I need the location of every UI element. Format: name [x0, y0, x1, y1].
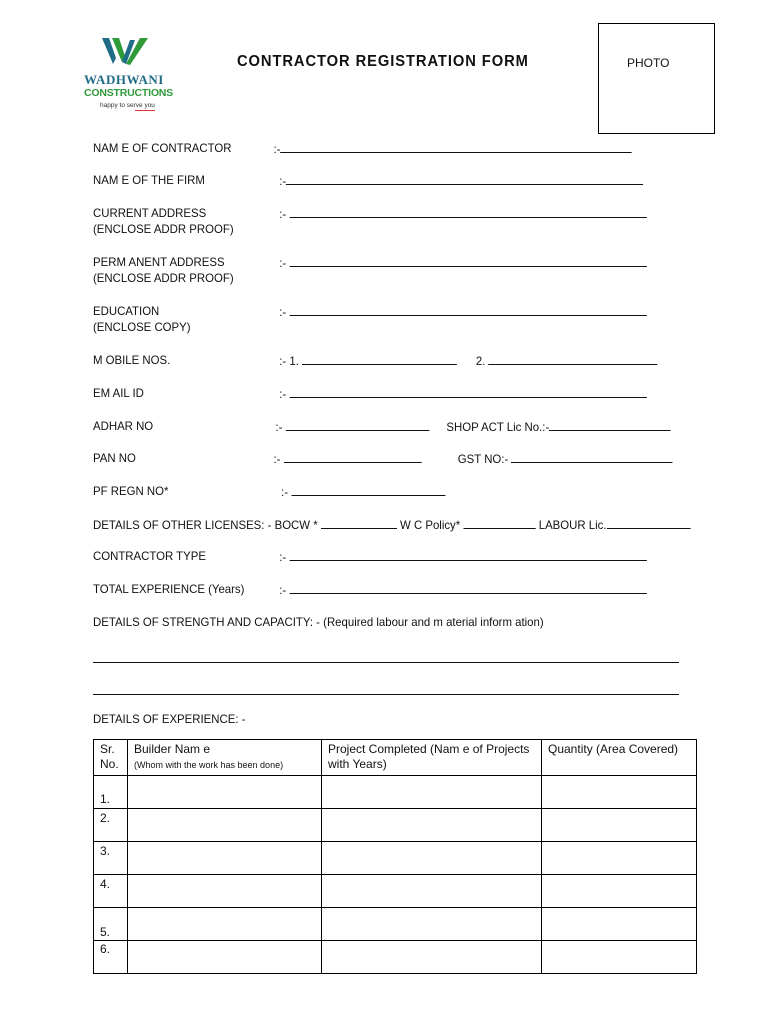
separator: :-: [279, 174, 287, 188]
mobile-row: [93, 352, 486, 368]
photo-label: PHOTO: [627, 56, 670, 70]
row-project-cell[interactable]: [322, 875, 542, 908]
mobile-field-1: [279, 352, 457, 369]
company-logo: [80, 36, 180, 116]
row-quantity-cell[interactable]: [542, 908, 697, 941]
permanent-address-label: PERM ANENT ADDRESS: [93, 255, 225, 269]
logo-tagline: happy to serve you: [100, 102, 155, 109]
mobile-1-label: 1.: [289, 354, 299, 368]
separator: :-: [279, 550, 287, 564]
table-row: [94, 776, 697, 809]
mobile-label: M OBILE NOS.: [93, 353, 171, 367]
pan-label: PAN NO: [93, 451, 136, 465]
experience-years-label: TOTAL EXPERIENCE (Years): [93, 582, 245, 596]
contractor-type-label: CONTRACTOR TYPE: [93, 549, 206, 563]
experience-details-label: DETAILS OF EXPERIENCE: -: [93, 712, 246, 726]
strength-input-line-1[interactable]: [93, 662, 679, 663]
row-quantity-cell[interactable]: [542, 875, 697, 908]
shop-act-field: [446, 418, 670, 435]
logo-sub-text: CONSTRUCTIONS: [84, 87, 173, 99]
contractor-type-field: [279, 548, 646, 565]
header-quantity: Quantity (Area Covered): [542, 740, 697, 776]
separator: :-: [273, 142, 281, 156]
wc-policy-label: W C Policy*: [400, 518, 461, 532]
header-builder: [128, 740, 322, 776]
header-builder-label: Builder Nam e: [134, 742, 211, 756]
education-field: [279, 303, 646, 320]
contractor-type-row: [93, 548, 287, 564]
row-builder-cell[interactable]: [128, 809, 322, 842]
email-input[interactable]: [289, 385, 646, 398]
row-project-cell[interactable]: [322, 908, 542, 941]
table-row: [94, 875, 697, 908]
pf-field: [281, 483, 445, 500]
header-project: Project Completed (Nam e of Projects with Years): [322, 740, 542, 776]
contractor-name-label: NAM E OF CONTRACTOR: [93, 141, 232, 155]
pan-input[interactable]: [284, 450, 422, 463]
separator: :-: [275, 420, 283, 434]
adhar-label: ADHAR NO: [93, 419, 154, 433]
gst-field: [458, 450, 673, 467]
contractor-name-row: [93, 140, 281, 156]
strength-label: DETAILS OF STRENGTH AND CAPACITY: - (Required labour and m aterial inform ation): [93, 615, 544, 629]
firm-name-input[interactable]: [286, 172, 643, 185]
wadhwani-w-icon: [102, 36, 150, 66]
row-quantity-cell[interactable]: [542, 809, 697, 842]
row-builder-cell[interactable]: [128, 875, 322, 908]
shop-act-label: SHOP ACT Lic No.:-: [446, 420, 550, 434]
logo-tagline-underline: [135, 110, 155, 111]
permanent-address-field: [279, 254, 646, 271]
separator: :-: [281, 485, 289, 499]
current-address-label: CURRENT ADDRESS: [93, 206, 207, 220]
education-input[interactable]: [289, 303, 646, 316]
education-label: EDUCATION: [93, 304, 160, 318]
header-sr-no: Sr. No.: [94, 740, 128, 776]
contractor-name-field: [274, 140, 632, 157]
current-address-input[interactable]: [289, 205, 646, 218]
photo-box: [598, 23, 715, 134]
experience-years-input[interactable]: [289, 581, 646, 594]
email-field: [279, 385, 646, 402]
permanent-address-input[interactable]: [289, 254, 646, 267]
header-builder-note: (Whom with the work has been done): [134, 760, 284, 770]
licenses-row: [93, 516, 690, 533]
firm-name-field: [279, 172, 643, 189]
adhar-input[interactable]: [286, 418, 429, 431]
shop-act-input[interactable]: [549, 418, 671, 431]
separator: :-: [279, 387, 287, 401]
pf-label: PF REGN NO*: [93, 484, 169, 498]
row-project-cell[interactable]: [322, 776, 542, 809]
firm-name-label: NAM E OF THE FIRM: [93, 173, 205, 187]
licenses-label: DETAILS OF OTHER LICENSES: - BOCW *: [93, 518, 318, 532]
row-sr: 2.: [94, 809, 128, 842]
labour-input[interactable]: [607, 516, 691, 529]
adhar-row: [93, 418, 550, 434]
labour-label: LABOUR Lic.: [538, 518, 607, 532]
row-project-cell[interactable]: [322, 809, 542, 842]
current-address-note: (ENCLOSE ADDR PROOF): [93, 222, 234, 236]
form-title: CONTRACTOR REGISTRATION FORM: [237, 53, 529, 70]
pan-row: [93, 450, 509, 466]
row-builder-cell[interactable]: [128, 908, 322, 941]
gst-input[interactable]: [511, 450, 673, 463]
contractor-name-input[interactable]: [280, 140, 632, 153]
current-address-row: [93, 205, 287, 221]
table-row: [94, 941, 697, 974]
permanent-address-row: [93, 254, 287, 270]
separator: :-: [279, 354, 287, 368]
row-sr: 3.: [94, 842, 128, 875]
logo-brand-text: WADHWANI: [84, 72, 164, 87]
separator: :-: [279, 207, 287, 221]
mobile-2-label: 2.: [475, 354, 486, 368]
pf-row: [93, 483, 289, 499]
row-project-cell[interactable]: [322, 941, 542, 974]
row-builder-cell[interactable]: [128, 776, 322, 809]
permanent-address-note: (ENCLOSE ADDR PROOF): [93, 271, 234, 285]
separator: :-: [273, 452, 281, 466]
table-row: [94, 908, 697, 941]
mobile-2-input[interactable]: [489, 352, 658, 365]
education-note: (ENCLOSE COPY): [93, 320, 191, 334]
pf-input[interactable]: [291, 483, 445, 496]
row-builder-cell[interactable]: [128, 842, 322, 875]
row-project-cell[interactable]: [322, 842, 542, 875]
experience-table: [93, 739, 697, 974]
wc-policy-input[interactable]: [463, 516, 535, 529]
row-sr: 4.: [94, 875, 128, 908]
row-quantity-cell[interactable]: [542, 842, 697, 875]
row-builder-cell[interactable]: [128, 941, 322, 974]
strength-input-line-2[interactable]: [93, 694, 679, 695]
row-sr: 6.: [94, 941, 128, 974]
experience-years-row: [93, 581, 287, 597]
mobile-field-2: [476, 352, 658, 369]
current-address-field: [279, 205, 646, 222]
contractor-type-input[interactable]: [289, 548, 646, 561]
pan-field: [274, 450, 422, 467]
gst-label: GST NO:-: [457, 452, 509, 466]
email-row: [93, 385, 287, 401]
table-header-row: [94, 740, 697, 776]
education-row: [93, 303, 287, 319]
row-quantity-cell[interactable]: [542, 776, 697, 809]
row-sr: 1.: [94, 776, 128, 809]
firm-name-row: [93, 172, 287, 188]
separator: :-: [279, 583, 287, 597]
row-quantity-cell[interactable]: [542, 941, 697, 974]
table-row: [94, 809, 697, 842]
email-label: EM AIL ID: [93, 386, 144, 400]
bocw-input[interactable]: [321, 516, 397, 529]
separator: :-: [279, 305, 287, 319]
separator: :-: [279, 256, 287, 270]
adhar-field: [275, 418, 429, 435]
mobile-1-input[interactable]: [302, 352, 457, 365]
row-sr: 5.: [94, 908, 128, 941]
experience-years-field: [279, 581, 646, 598]
table-row: [94, 842, 697, 875]
